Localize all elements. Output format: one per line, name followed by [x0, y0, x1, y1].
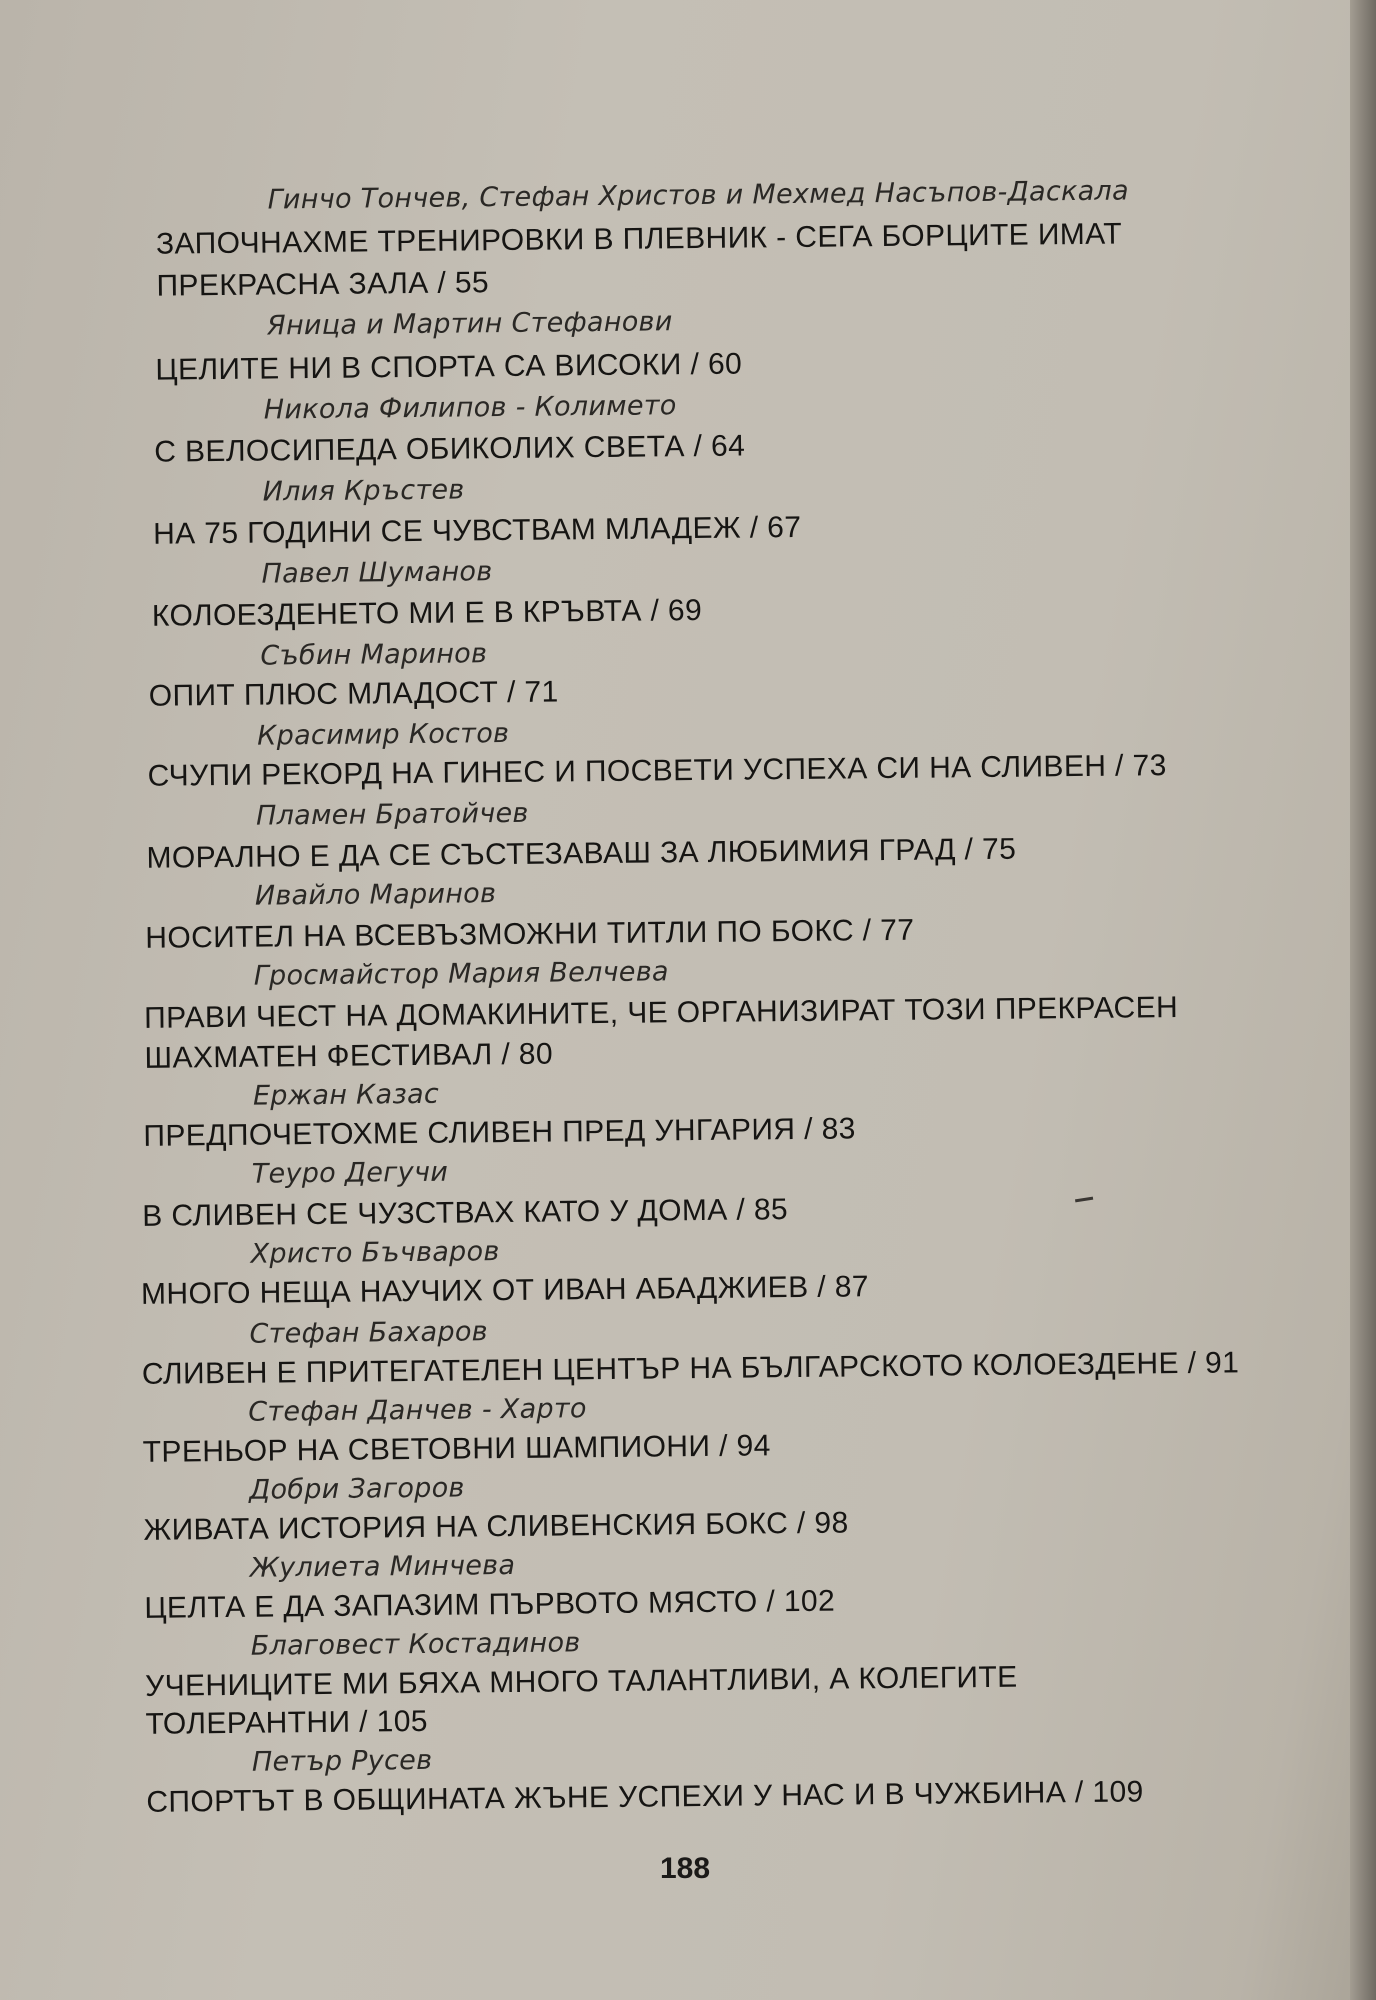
- ink-mark: [1075, 1197, 1093, 1203]
- entry-title: МНОГО НЕЩА НАУЧИХ ОТ ИВАН АБАДЖИЕВ / 87: [140, 1270, 870, 1311]
- entry-title: КОЛОЕЗДЕНЕТО МИ Е В КРЪВТА / 69: [151, 593, 703, 633]
- entry-title: В СЛИВЕН СЕ ЧУЗСТВАХ КАТО У ДОМА / 85: [142, 1193, 789, 1233]
- entry-title: ТРЕНЬОР НА СВЕТОВНИ ШАМПИОНИ / 94: [142, 1429, 771, 1469]
- entry-author: Красимир Костов: [257, 717, 510, 752]
- entry-author: Илия Кръстев: [262, 474, 465, 508]
- entry-author: Яница и Мартин Стефанови: [266, 306, 673, 342]
- entry-title: ЦЕЛИТЕ НИ В СПОРТА СА ВИСОКИ / 60: [155, 347, 743, 387]
- entry-title: С ВЕЛОСИПЕДА ОБИКОЛИХ СВЕТА / 64: [154, 429, 746, 469]
- entry-author: Гинчо Тончев, Стефан Христов и Мехмед Насъпов-Даскала: [267, 175, 1130, 216]
- entry-title: ШАХМАТЕН ФЕСТИВАЛ / 80: [144, 1037, 554, 1075]
- entry-title: МОРАЛНО Е ДА СЕ СЪСТЕЗАВАШ ЗА ЛЮБИМИЯ ГРАД / 75: [146, 832, 1017, 875]
- entry-author: Благовест Костадинов: [250, 1627, 581, 1662]
- entry-title: УЧЕНИЦИТЕ МИ БЯХА МНОГО ТАЛАНТЛИВИ, А КОЛЕГИТЕ: [144, 1660, 1018, 1703]
- entry-title: НОСИТЕЛ НА ВСЕВЪЗМОЖНИ ТИТЛИ ПО БОКС / 77: [145, 913, 915, 955]
- entry-title: ТОЛЕРАНТНИ / 105: [145, 1704, 429, 1741]
- entry-author: Стефан Данчев - Харто: [248, 1393, 587, 1428]
- entry-author: Никола Филипов - Колимето: [263, 390, 677, 426]
- entry-author: Петър Русев: [251, 1744, 433, 1778]
- entry-author: Теуро Дегучи: [251, 1156, 449, 1190]
- entry-title: ОПИТ ПЛЮС МЛАДОСТ / 71: [148, 675, 559, 713]
- entry-title: СЧУПИ РЕКОРД НА ГИНЕС И ПОСВЕТИ УСПЕХА СИ НА СЛИВЕН / 73: [147, 749, 1167, 793]
- entry-title: ПРАВИ ЧЕСТ НА ДОМАКИНИТЕ, ЧЕ ОРГАНИЗИРАТ ТОЗИ ПРЕКРАСЕН: [143, 990, 1179, 1035]
- page-number: 188: [660, 1852, 711, 1885]
- entry-title: НА 75 ГОДИНИ СЕ ЧУВСТВАМ МЛАДЕЖ / 67: [152, 510, 802, 551]
- entry-author: Павел Шуманов: [261, 556, 493, 590]
- entry-author: Събин Маринов: [260, 638, 488, 672]
- entry-title: ПРЕДПОЧЕТОХМЕ СЛИВЕН ПРЕД УНГАРИЯ / 83: [143, 1112, 856, 1153]
- entry-author: Гросмайстор Мария Велчева: [253, 956, 669, 992]
- entry-title: СЛИВЕН Е ПРИТЕГАТЕЛЕН ЦЕНТЪР НА БЪЛГАРСКОТО КОЛОЕЗДЕНЕ / 91: [141, 1346, 1240, 1391]
- entry-author: Ержан Казас: [252, 1078, 440, 1112]
- entry-author: Жулиета Минчева: [249, 1549, 516, 1584]
- entry-author: Христо Бъчваров: [250, 1236, 500, 1270]
- entry-author: Стефан Бахаров: [249, 1316, 489, 1350]
- entry-title: ЗАПОЧНАХМЕ ТРЕНИРОВКИ В ПЛЕВНИК - СЕГА БОРЦИТЕ ИМАТ: [155, 217, 1123, 261]
- entry-title: ЖИВАТА ИСТОРИЯ НА СЛИВЕНСКИЯ БОКС / 98: [143, 1506, 849, 1547]
- entry-author: Пламен Братойчев: [255, 797, 529, 832]
- entry-author: Добри Загоров: [248, 1472, 465, 1506]
- entry-title: СПОРТЪТ В ОБЩИНАТА ЖЪНЕ УСПЕХИ У НАС И В ЧУЖБИНА / 109: [146, 1775, 1144, 1819]
- entry-title: ЦЕЛТА Е ДА ЗАПАЗИМ ПЪРВОТО МЯСТО / 102: [144, 1584, 836, 1625]
- entry-title: ПРЕКРАСНА ЗАЛА / 55: [156, 266, 490, 303]
- entry-author: Ивайло Маринов: [254, 878, 497, 912]
